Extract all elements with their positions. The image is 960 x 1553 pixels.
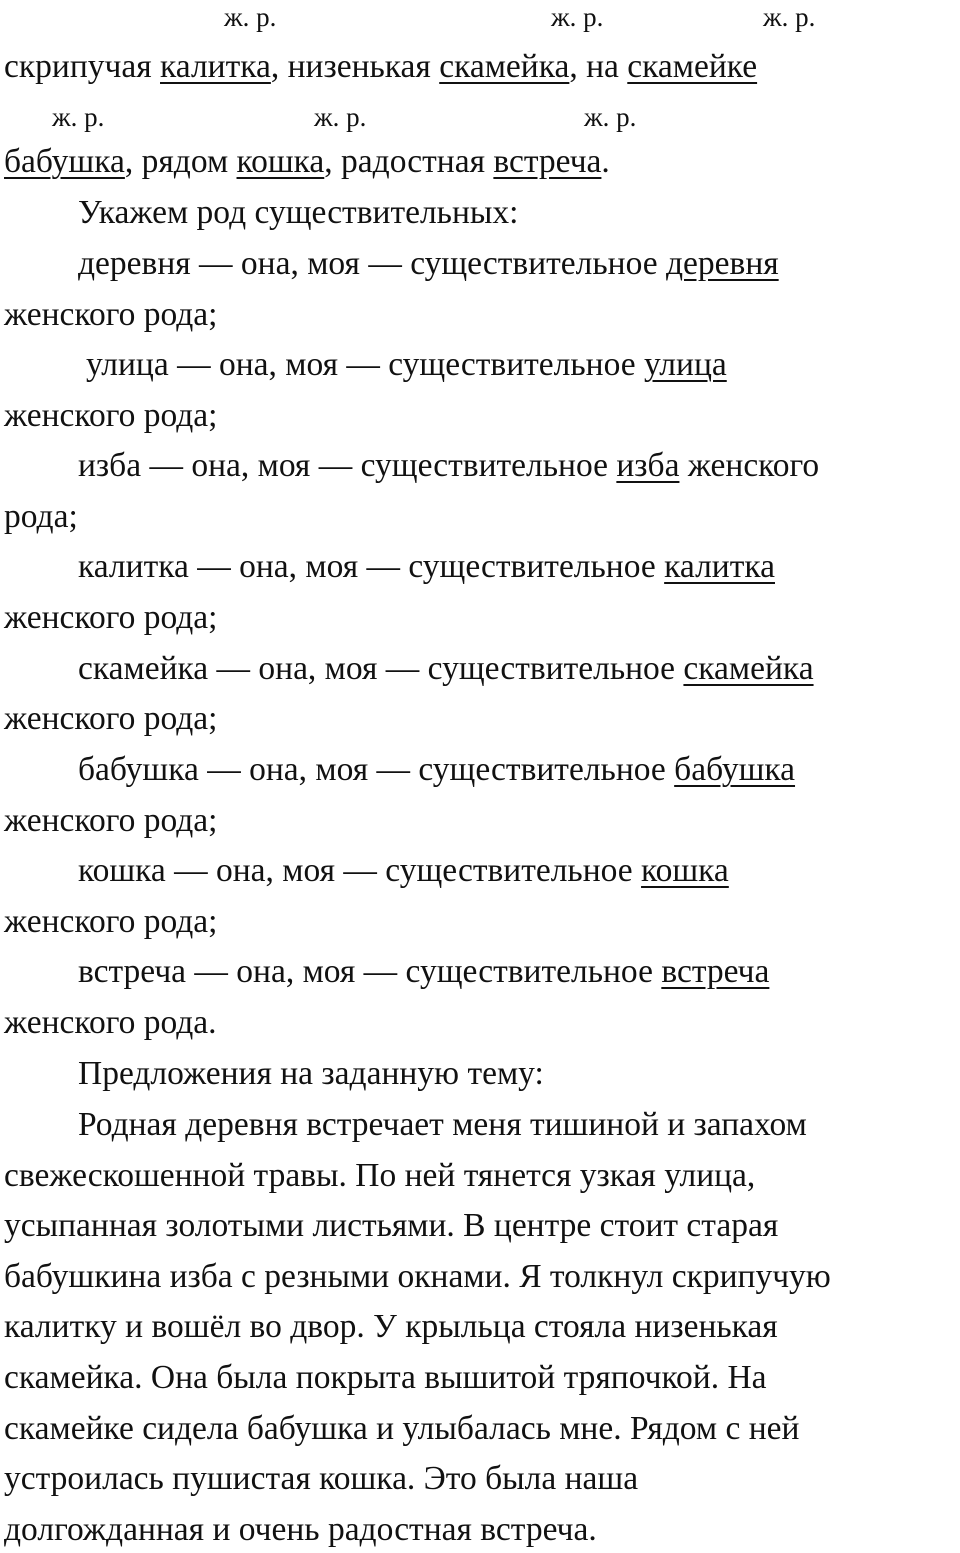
gender-item-line (78, 243, 779, 285)
gender-item-text: кошка — она, моя — существительное (78, 852, 642, 889)
gender-note: ж. р. (763, 2, 816, 32)
underlined-noun: кошка (236, 143, 325, 180)
gender-item-line (78, 445, 819, 487)
gender-item-line (78, 951, 769, 993)
phrase-text: , рядом (124, 143, 237, 180)
gender-item-line (78, 850, 729, 892)
paragraph-line: устроилась пушистая кошка. Это была наша (4, 1460, 639, 1497)
phrase-text: , на (569, 48, 628, 85)
phrase-line-1 (4, 46, 757, 88)
gender-item-continuation: женского рода; (4, 397, 218, 434)
paragraph-line: свежескошенной травы. По ней тянется узкая улица, (4, 1157, 756, 1194)
paragraph-line: бабушкина изба с резными окнами. Я толкнул скрипучую (4, 1258, 831, 1295)
sentences-heading: Предложения на заданную тему: (78, 1055, 544, 1092)
underlined-noun: бабушка (4, 143, 125, 180)
gender-item-text: встреча — она, моя — существительное (78, 953, 662, 990)
paragraph-line: Родная деревня встречает меня тишиной и запахом (78, 1106, 807, 1143)
phrase-text: . (601, 143, 610, 180)
gender-item-continuation: женского рода; (4, 296, 218, 333)
underlined-noun: деревня (665, 245, 779, 282)
phrase-text: скрипучая (4, 48, 161, 85)
underlined-noun: скамейке (627, 48, 758, 85)
paragraph-line: долгожданная и очень радостная встреча. (4, 1511, 597, 1548)
gender-item-continuation: женского рода; (4, 903, 218, 940)
gender-item-text: бабушка — она, моя — существительное (78, 751, 675, 788)
gender-item-text: женского (679, 447, 820, 484)
gender-item-continuation: женского рода; (4, 802, 218, 839)
gender-item-text: калитка — она, моя — существительное (78, 548, 665, 585)
gender-note: ж. р. (551, 2, 604, 32)
underlined-noun: бабушка (674, 751, 796, 788)
underlined-noun: изба (616, 447, 680, 484)
underlined-noun: встреча (493, 143, 602, 180)
gender-item-text: улица — она, моя — существительное (86, 346, 645, 383)
gender-item-line (78, 749, 795, 791)
paragraph-line: скамейке сидела бабушка и улыбалась мне. Рядом с ней (4, 1410, 800, 1447)
gender-note: ж. р. (584, 102, 637, 132)
gender-item-continuation: рода; (4, 498, 78, 535)
paragraph-line: скамейка. Она была покрыта вышитой тряпочкой. На (4, 1359, 767, 1396)
underlined-noun: улица (644, 346, 727, 383)
gender-item-continuation: женского рода; (4, 599, 218, 636)
gender-note: ж. р. (314, 102, 367, 132)
gender-item-line (86, 344, 727, 386)
underlined-noun: калитка (160, 48, 271, 85)
gender-item-line (78, 546, 775, 588)
gender-item-text: деревня — она, моя — существительное (78, 245, 666, 282)
paragraph-line: усыпанная золотыми листьями. В центре стоит старая (4, 1207, 779, 1244)
gender-note: ж. р. (52, 102, 105, 132)
underlined-noun: скамейка (439, 48, 570, 85)
phrase-line-2 (4, 141, 610, 183)
underlined-noun: калитка (664, 548, 775, 585)
phrase-text: , радостная (324, 143, 494, 180)
gender-item-line (78, 648, 814, 690)
phrase-text: , низенькая (270, 48, 440, 85)
underlined-noun: кошка (641, 852, 729, 889)
underlined-noun: встреча (661, 953, 770, 990)
gender-heading: Укажем род существительных: (78, 194, 519, 231)
gender-note: ж. р. (224, 2, 277, 32)
gender-item-continuation: женского рода; (4, 700, 218, 737)
gender-item-text: изба — она, моя — существительное (78, 447, 617, 484)
gender-item-text: скамейка — она, моя — существительное (78, 650, 684, 687)
gender-item-continuation: женского рода. (4, 1004, 217, 1041)
paragraph-line: калитку и вошёл во двор. У крыльца стояла низенькая (4, 1308, 778, 1345)
underlined-noun: скамейка (683, 650, 814, 687)
